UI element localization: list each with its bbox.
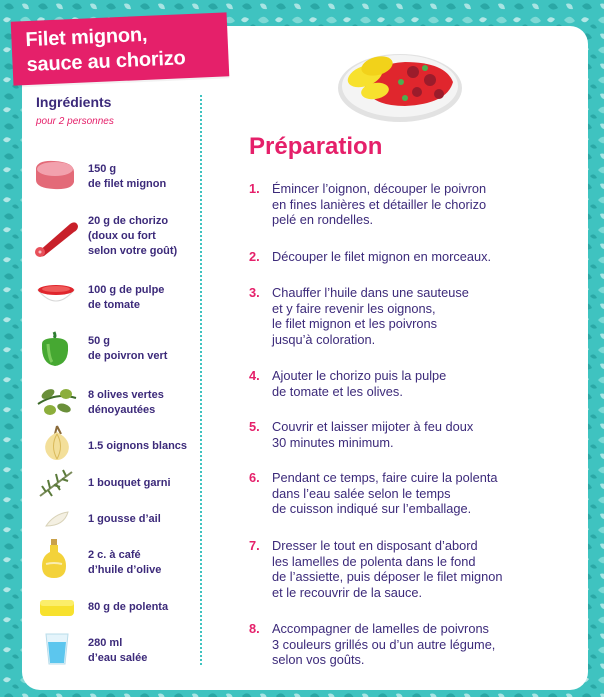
ingredient-item: 2 c. à café d’huile d’olive (88, 549, 162, 576)
step-number: 7. (249, 538, 260, 553)
ingredient-item: 1.5 oignons blancs (88, 440, 188, 452)
garlic-icon (44, 510, 70, 530)
step-text: Émincer l’oignon, découper le poivron en fines lanières et détailler le chorizo pelé en rondelles. (272, 181, 487, 227)
step-text: Couvrir et laisser mijoter à feu doux 30 minutes minimum. (272, 419, 474, 450)
ingredient-item: 80 g de polenta (88, 601, 169, 613)
ingredient-item: 280 ml d’eau salée (88, 637, 148, 664)
step-number: 1. (249, 181, 260, 196)
recipe-title-banner (11, 12, 230, 85)
ingredient-item: 50 g de poivron vert (88, 335, 168, 362)
recipe-title-line1: Filet mignon, (25, 23, 148, 52)
step-text: Découper le filet mignon en morceaux. (272, 249, 492, 264)
tomato-bowl-icon (36, 282, 76, 312)
servings-label: pour 2 personnes (36, 116, 114, 127)
ingredients-heading: Ingrédients (36, 94, 112, 110)
polenta-icon (38, 596, 76, 618)
ingredient-item: 20 g de chorizo (doux ou fort selon votre goût) (88, 215, 178, 257)
step-number: 8. (249, 621, 260, 636)
step-number: 6. (249, 470, 260, 485)
ingredient-item: 1 gousse d’ail (88, 513, 161, 525)
step-text: Pendant ce temps, faire cuire la polenta dans l’eau salée selon le temps de cuisson indiqué sur l’emballage. (272, 470, 498, 516)
step-number: 2. (249, 249, 260, 264)
olives-icon (36, 384, 78, 418)
water-glass-icon (44, 632, 70, 666)
ingredient-item: 8 olives vertes dénoyautées (88, 389, 164, 416)
ingredient-item: 1 bouquet garni (88, 477, 171, 489)
step-number: 4. (249, 368, 260, 383)
chorizo-icon (32, 218, 80, 258)
preparation-heading: Préparation (249, 133, 383, 160)
step-number: 3. (249, 285, 260, 300)
recipe-title-line2: sauce au chorizo (26, 47, 187, 77)
ingredient-item: 150 g de filet mignon (88, 163, 167, 190)
onion-icon (40, 424, 74, 462)
ingredient-item: 100 g de pulpe de tomate (88, 284, 165, 311)
herb-bouquet-icon (36, 468, 76, 498)
step-text: Dresser le tout en disposant d’abord les lamelles de polenta dans le fond de l’assiette, puis déposer le filet mignon et le recouvrir de la sauce. (272, 538, 503, 600)
step-text: Accompagner de lamelles de poivrons 3 couleurs grillés ou d’un autre légume, selon vos goûts. (272, 621, 496, 667)
step-number: 5. (249, 419, 260, 434)
meat-icon (32, 158, 78, 192)
green-pepper-icon (38, 330, 72, 370)
step-text: Chauffer l’huile dans une sauteuse et y faire revenir les oignons, le filet mignon et les poivrons jusqu’à coloration. (272, 285, 469, 347)
oil-bottle-icon (40, 538, 68, 580)
step-text: Ajouter le chorizo puis la pulpe de tomate et les olives. (272, 368, 447, 399)
plated-dish-icon (335, 46, 465, 126)
